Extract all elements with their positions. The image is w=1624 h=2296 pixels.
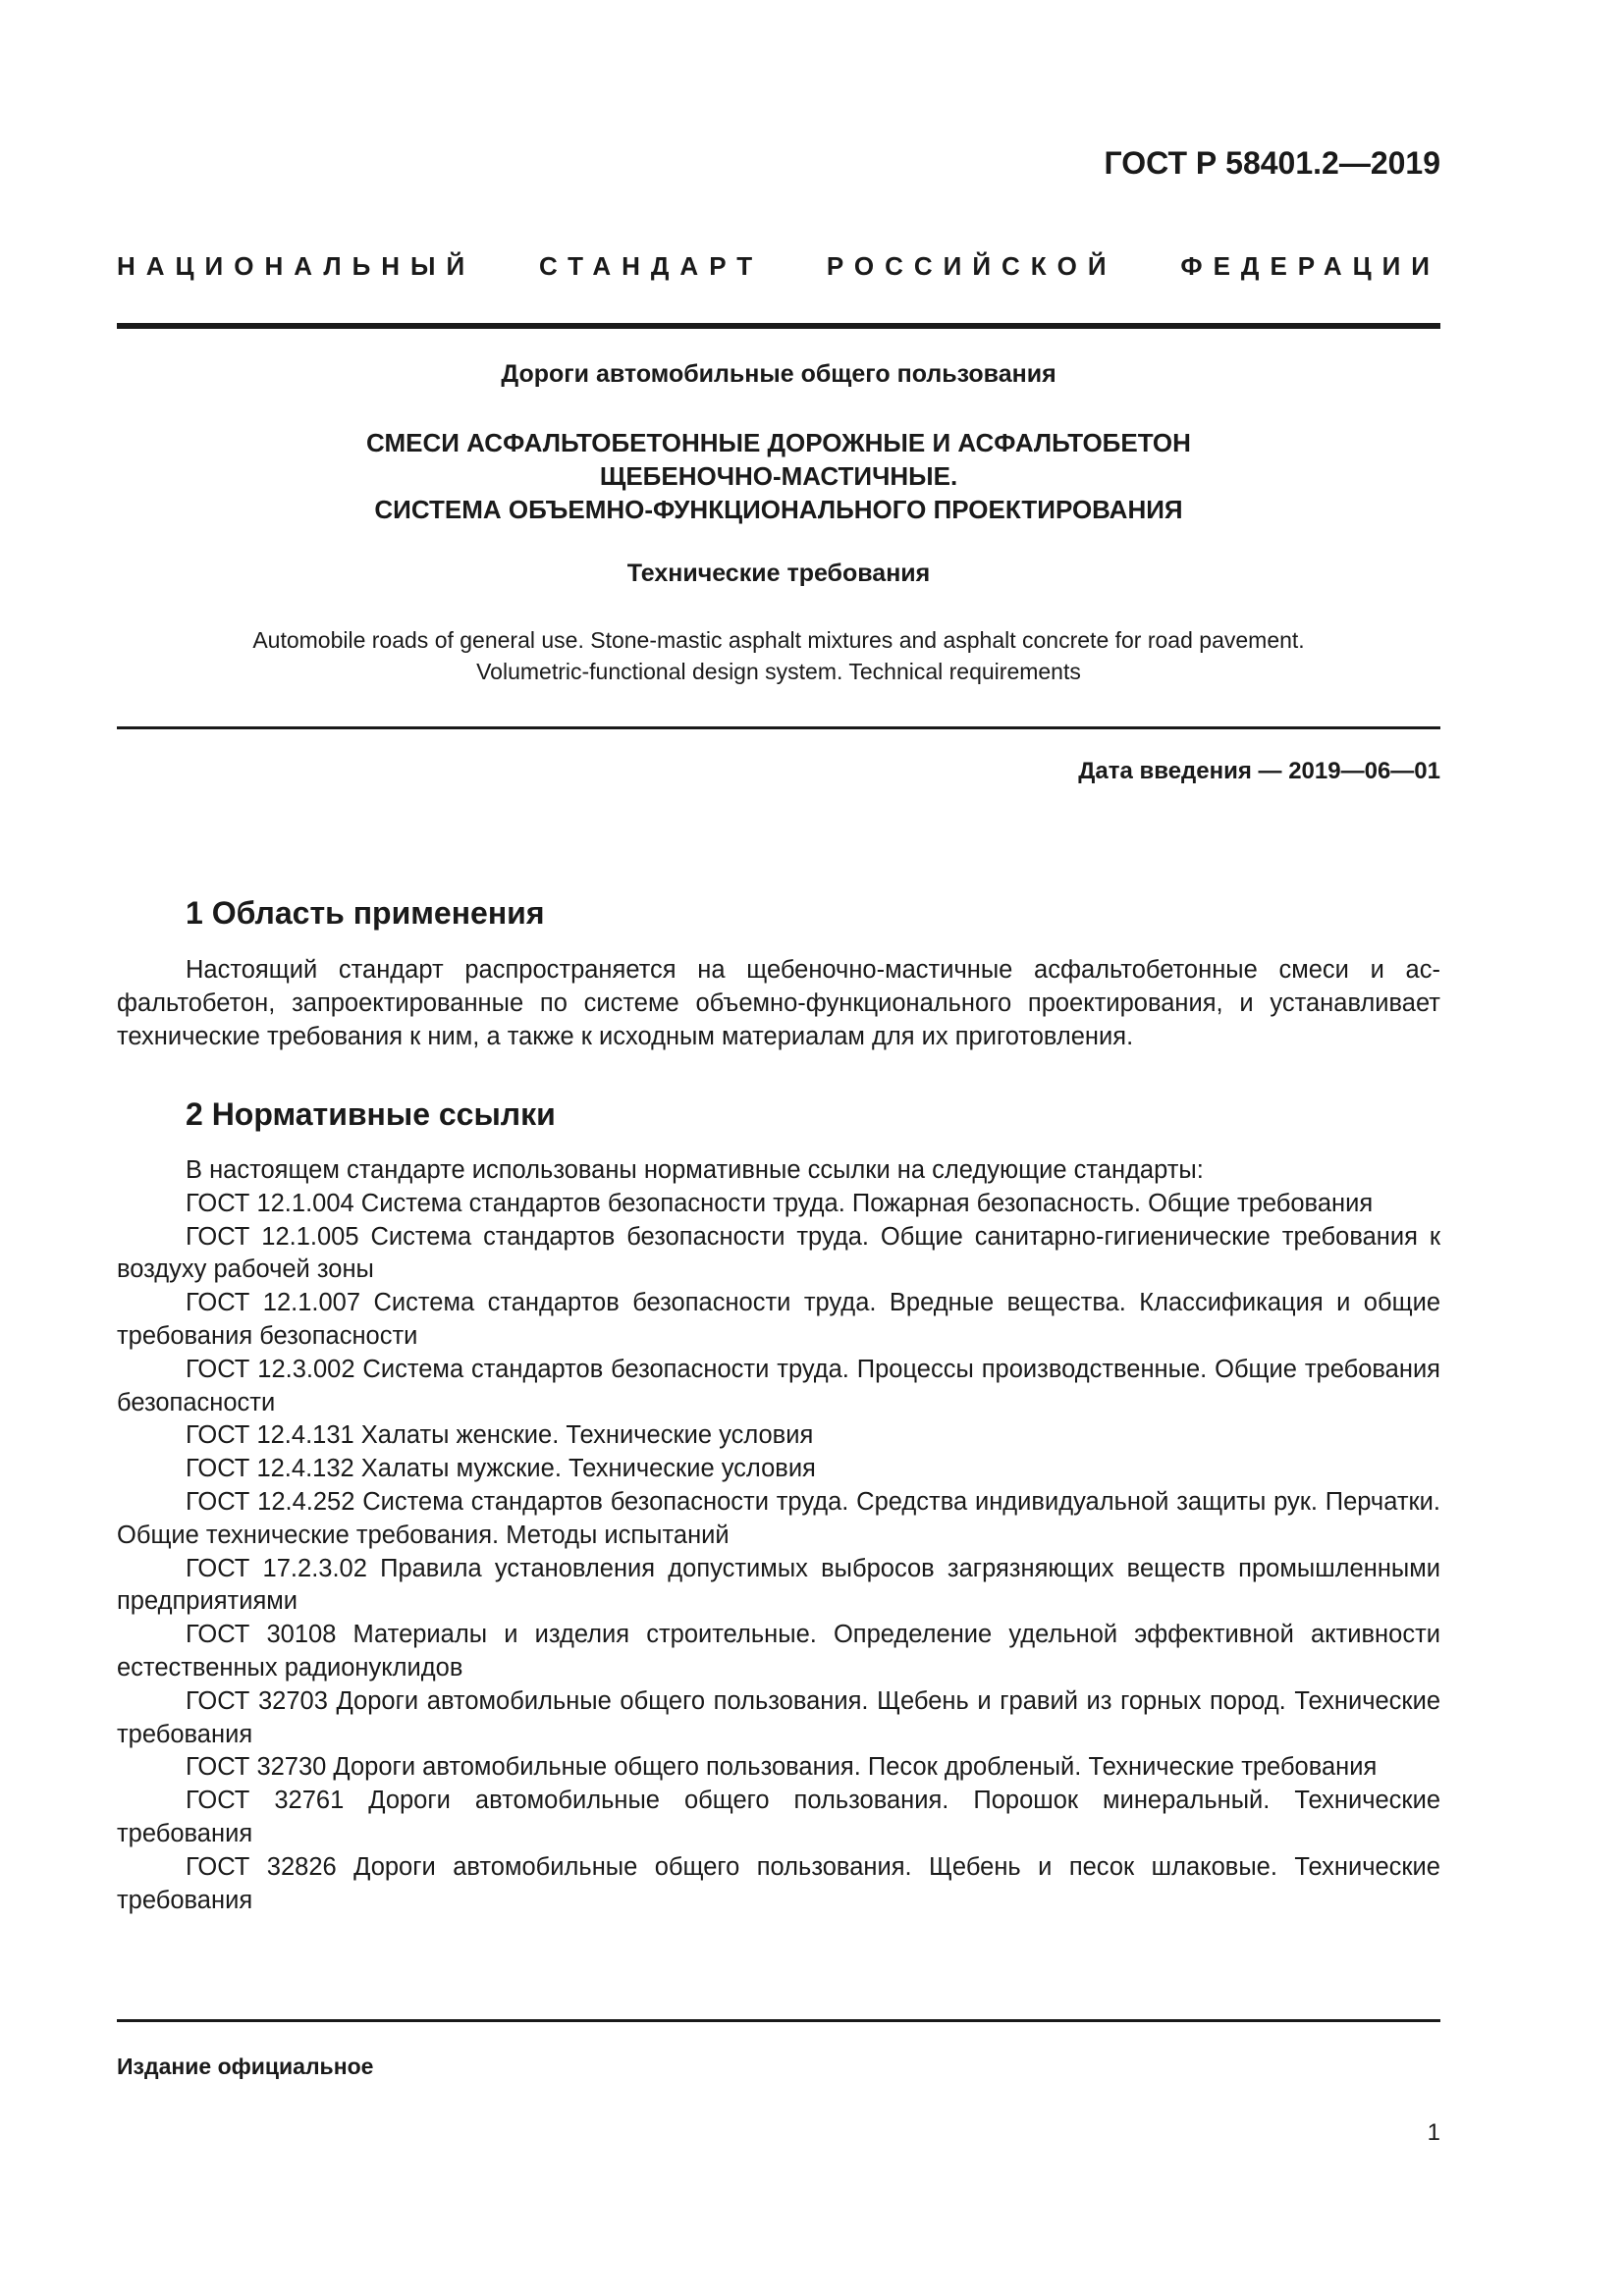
reference-item: ГОСТ 32761 Дороги автомобильные общего пользования. Порошок минеральный. Технические требования (117, 1787, 1440, 1847)
scope-paragraph: Настоящий стандарт распространяется на щебеночно-мастичные асфальтобетонные смеси и асфальтобетон, запроектированные по системе объемно-функционального проектирования, и устанавливает технические требования к ним, а также к исходным материалам для их приготовления. (117, 956, 1440, 1050)
section-1-heading: 1 Область применения (186, 895, 545, 931)
english-title-line: Volumetric-functional design system. Technical requirements (476, 659, 1081, 684)
national-standard-banner: НАЦИОНАЛЬНЫЙ СТАНДАРТ РОССИЙСКОЙ ФЕДЕРАЦИИ (117, 251, 1440, 281)
document-code: ГОСТ Р 58401.2—2019 (1104, 145, 1440, 181)
reference-item: ГОСТ 32826 Дороги автомобильные общего пользования. Щебень и песок шлаковые. Технические требования (117, 1852, 1440, 1914)
title-line: СМЕСИ АСФАЛЬТОБЕТОННЫЕ ДОРОЖНЫЕ И АСФАЛЬТОБЕТОН (366, 428, 1191, 457)
reference-item: ГОСТ 12.4.131 Халаты женские. Технические условия (186, 1421, 814, 1450)
section-2-heading: 2 Нормативные ссылки (186, 1096, 556, 1132)
reference-item: ГОСТ 12.1.004 Система стандартов безопасности труда. Пожарная безопасность. Общие требования (186, 1189, 1374, 1217)
english-title (117, 624, 1440, 687)
footer-rule (117, 2019, 1440, 2022)
page-number: 1 (1427, 2119, 1440, 2146)
reference-item: ГОСТ 12.3.002 Система стандартов безопасности труда. Процессы производственные. Общие требования безопасности (117, 1355, 1440, 1416)
reference-item: ГОСТ 30108 Материалы и изделия строительные. Определение удельной эффективной активности естественных радионуклидов (117, 1621, 1440, 1682)
references-intro: В настоящем стандарте использованы нормативные ссылки на следующие стандарты: (186, 1156, 1204, 1184)
english-title-line: Automobile roads of general use. Stone-mastic asphalt mixtures and asphalt concrete for road pavement. (252, 627, 1305, 653)
title-line: СИСТЕМА ОБЪЕМНО-ФУНКЦИОНАЛЬНОГО ПРОЕКТИРОВАНИЯ (374, 495, 1183, 524)
title-rule (117, 726, 1440, 729)
reference-item: ГОСТ 32703 Дороги автомобильные общего пользования. Щебень и гравий из горных пород. Технические требования (117, 1686, 1440, 1748)
document-subject: Дороги автомобильные общего пользования (501, 360, 1056, 388)
reference-item: ГОСТ 12.4.132 Халаты мужские. Технические условия (186, 1455, 816, 1483)
reference-item: ГОСТ 12.1.007 Система стандартов безопасности труда. Вредные вещества. Классификация и общие требования безопасности (117, 1289, 1440, 1350)
reference-item: ГОСТ 12.1.005 Система стандартов безопасности труда. Общие санитарно-гигиенические требования к воздуху рабочей зоны (117, 1222, 1440, 1284)
document-subtitle: Технические требования (626, 560, 931, 587)
official-edition-label: Издание официальное (117, 2054, 374, 2079)
title-line: ЩЕБЕНОЧНО-МАСТИЧНЫЕ. (599, 461, 958, 491)
section-1-body (117, 954, 1440, 1053)
section-2-body (117, 1154, 1440, 1917)
introduction-date: Дата введения — 2019—06—01 (1078, 758, 1440, 784)
header-rule (117, 323, 1440, 329)
reference-item: ГОСТ 17.2.3.02 Правила установления допустимых выбросов загрязняющих веществ промышленными предприятиями (117, 1554, 1440, 1616)
document-title (117, 426, 1440, 526)
reference-item: ГОСТ 12.4.252 Система стандартов безопасности труда. Средства индивидуальной защиты рук. Перчатки. Общие технические требования. Методы испытаний (117, 1487, 1440, 1549)
reference-item: ГОСТ 32730 Дороги автомобильные общего пользования. Песок дробленый. Технические требования (186, 1753, 1378, 1782)
